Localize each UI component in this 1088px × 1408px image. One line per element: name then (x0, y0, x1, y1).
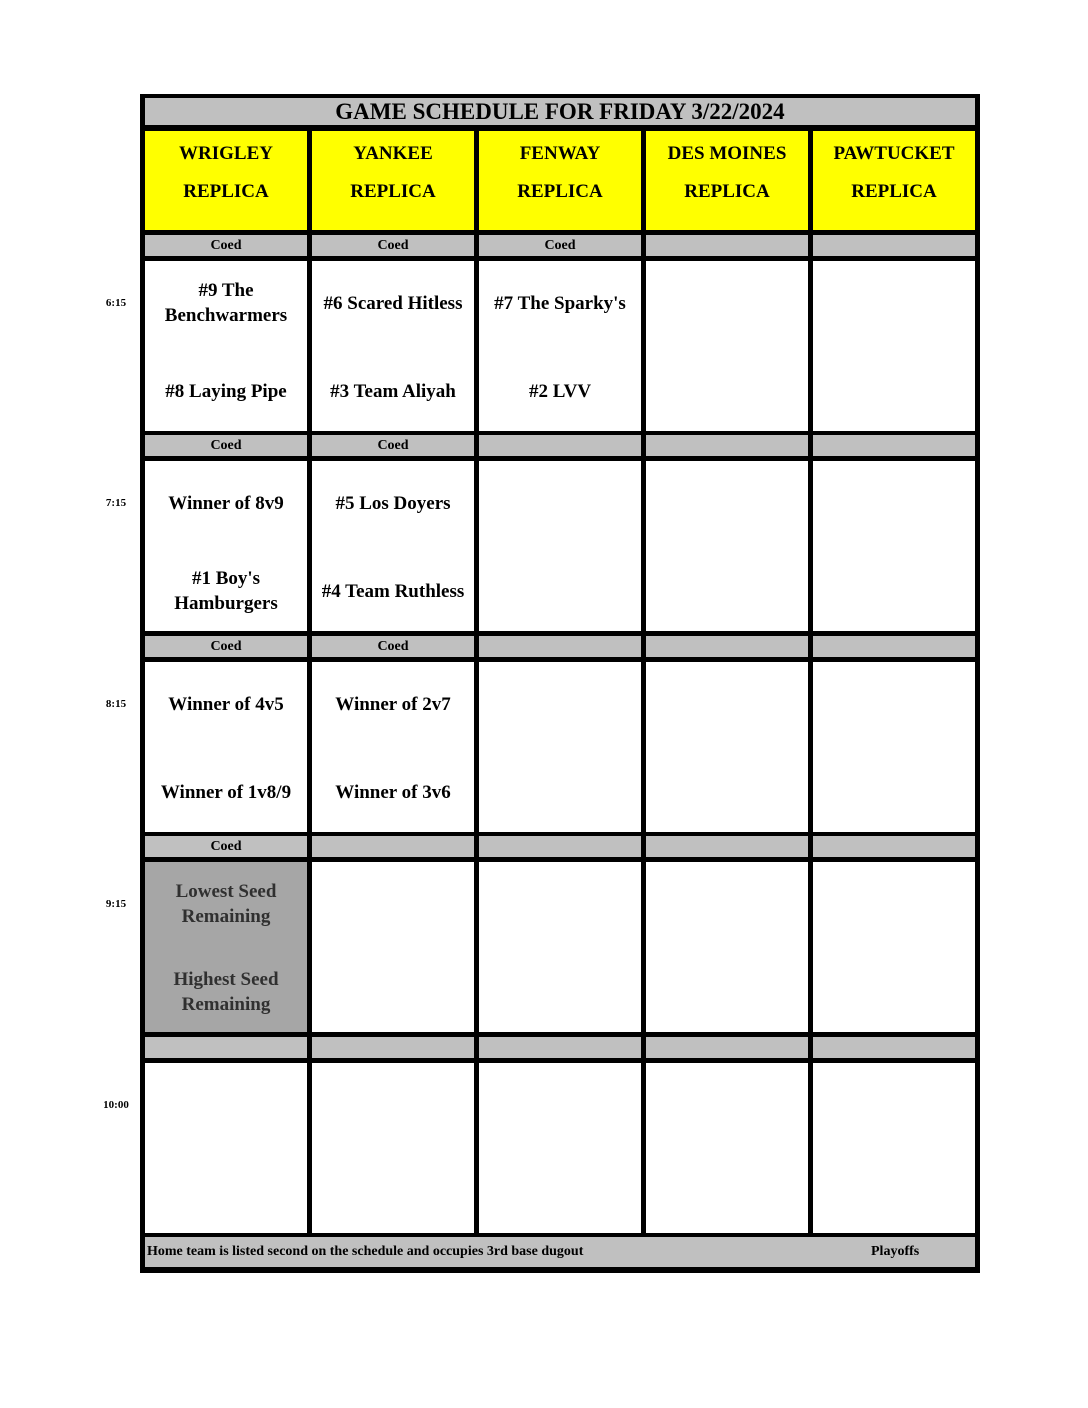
division-label (312, 1037, 474, 1058)
field-header-1 (312, 131, 474, 230)
field-header-4 (813, 131, 975, 230)
field-header-0 (145, 131, 307, 230)
division-label (646, 636, 808, 657)
away-team (479, 674, 641, 734)
away-team (312, 1075, 474, 1135)
division-label (479, 1037, 641, 1058)
field-name: WRIGLEY (179, 143, 273, 164)
schedule-footer (145, 1237, 975, 1267)
game-slot (646, 862, 808, 1032)
game-slot (646, 1063, 808, 1233)
away-team (646, 674, 808, 734)
home-team (646, 762, 808, 822)
division-label (145, 1037, 307, 1058)
away-team: Winner of 8v9 (168, 492, 284, 514)
time-label: 8:15 (105, 698, 127, 710)
schedule-title: GAME SCHEDULE FOR FRIDAY 3/22/2024 (145, 98, 975, 125)
away-team (646, 273, 808, 333)
away-team (646, 473, 808, 533)
division-label: Coed (145, 836, 307, 857)
field-subtitle: REPLICA (350, 181, 436, 202)
away-team: #7 The Sparky's (494, 292, 626, 314)
division-label: Coed (145, 235, 307, 256)
time-label: 9:15 (105, 898, 127, 910)
game-slot (479, 461, 641, 631)
division-label: Coed (312, 235, 474, 256)
away-team (813, 1075, 975, 1135)
division-label: Coed (312, 636, 474, 657)
home-team: Winner of 3v6 (335, 781, 451, 803)
division-label (813, 836, 975, 857)
away-team (646, 874, 808, 934)
division-label (813, 435, 975, 456)
home-team: Highest Seed Remaining (173, 969, 279, 1015)
division-label: Coed (479, 235, 641, 256)
time-label: 10:00 (103, 1099, 129, 1111)
home-team: #3 Team Aliyah (330, 380, 456, 402)
division-label (646, 235, 808, 256)
game-slot (145, 261, 307, 431)
game-slot (813, 662, 975, 832)
field-header-2 (479, 131, 641, 230)
game-slot (479, 261, 641, 431)
game-slot (479, 862, 641, 1032)
division-label (646, 1037, 808, 1058)
game-slot (145, 662, 307, 832)
division-label (312, 836, 474, 857)
game-slot (312, 662, 474, 832)
home-team (813, 561, 975, 621)
division-label: Coed (312, 435, 474, 456)
division-label (479, 636, 641, 657)
away-team (479, 1075, 641, 1135)
home-team: #4 Team Ruthless (321, 580, 465, 602)
away-team (145, 1075, 307, 1135)
field-name: DES MOINES (667, 143, 787, 164)
division-label (813, 636, 975, 657)
home-team (479, 762, 641, 822)
home-team: Winner of 1v8/9 (160, 781, 292, 803)
game-slot (813, 1063, 975, 1233)
away-team (312, 874, 474, 934)
field-subtitle: REPLICA (851, 181, 937, 202)
home-team (479, 561, 641, 621)
field-name: FENWAY (519, 143, 601, 164)
away-team: Winner of 4v5 (168, 693, 284, 715)
home-team (312, 1163, 474, 1223)
game-slot (646, 662, 808, 832)
footer-note: Home team is listed second on the schedule and occupies 3rd base dugout (147, 1244, 584, 1259)
home-team (479, 962, 641, 1022)
time-label: 6:15 (105, 297, 127, 309)
game-slot (312, 1063, 474, 1233)
game-slot (479, 662, 641, 832)
away-team (813, 473, 975, 533)
home-team (813, 1163, 975, 1223)
division-label: Coed (145, 435, 307, 456)
field-subtitle: REPLICA (183, 181, 269, 202)
home-team (646, 361, 808, 421)
division-label (479, 836, 641, 857)
game-slot (813, 461, 975, 631)
home-team (479, 1163, 641, 1223)
home-team (813, 762, 975, 822)
away-team (479, 874, 641, 934)
away-team (813, 874, 975, 934)
away-team: #9 The Benchwarmers (164, 280, 288, 326)
home-team (646, 1163, 808, 1223)
home-team: #8 Laying Pipe (165, 380, 287, 402)
home-team (813, 361, 975, 421)
division-label (813, 235, 975, 256)
field-subtitle: REPLICA (517, 181, 603, 202)
away-team (479, 473, 641, 533)
game-slot (646, 461, 808, 631)
field-name: PAWTUCKET (833, 143, 955, 164)
home-team (312, 962, 474, 1022)
game-slot (145, 461, 307, 631)
home-team: #1 Boy's Hamburgers (174, 568, 278, 614)
division-label: Coed (145, 636, 307, 657)
away-team (646, 1075, 808, 1135)
game-slot (479, 1063, 641, 1233)
home-team (646, 561, 808, 621)
home-team (646, 962, 808, 1022)
division-label (813, 1037, 975, 1058)
game-slot (312, 261, 474, 431)
home-team: #2 LVV (528, 380, 592, 402)
time-label: 7:15 (105, 497, 127, 509)
division-label (646, 836, 808, 857)
away-team: #6 Scared Hitless (323, 292, 463, 314)
field-name: YANKEE (353, 143, 433, 164)
division-label (479, 435, 641, 456)
away-team: #5 Los Doyers (335, 492, 451, 514)
field-subtitle: REPLICA (684, 181, 770, 202)
away-team (813, 674, 975, 734)
away-team: Winner of 2v7 (335, 693, 451, 715)
footer-tag: Playoffs (871, 1244, 920, 1259)
game-slot (145, 862, 307, 1032)
schedule-table (140, 94, 980, 1273)
away-team (813, 273, 975, 333)
division-label (646, 435, 808, 456)
home-team (813, 962, 975, 1022)
game-slot (646, 261, 808, 431)
away-team: Lowest Seed Remaining (175, 881, 277, 927)
game-slot (145, 1063, 307, 1233)
game-slot (312, 862, 474, 1032)
home-team (145, 1163, 307, 1223)
game-slot (813, 261, 975, 431)
field-header-3 (646, 131, 808, 230)
game-slot (312, 461, 474, 631)
game-slot (813, 862, 975, 1032)
